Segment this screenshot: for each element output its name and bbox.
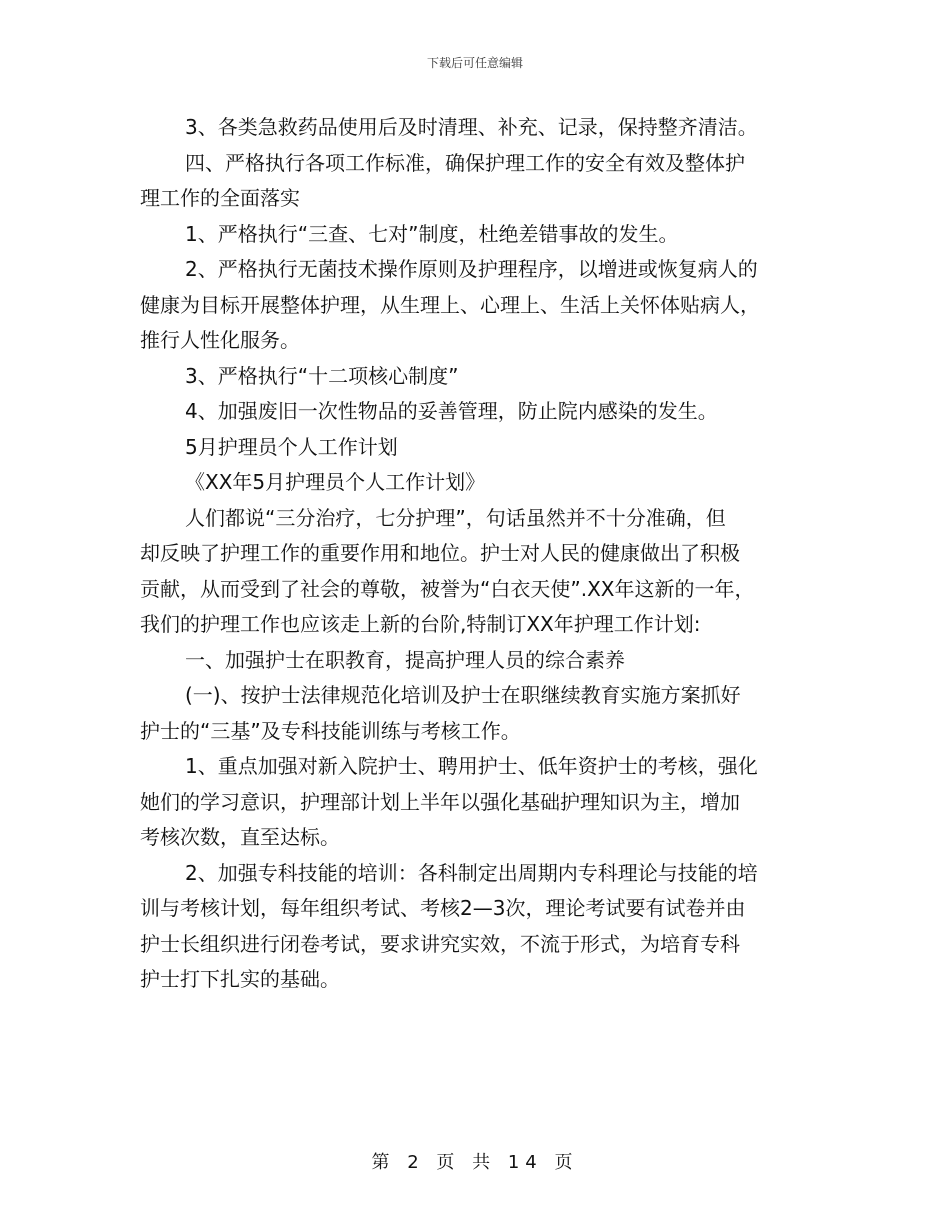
text-line: 护士的“三基”及专科技能训练与考核工作。 [140,718,521,743]
text-line: 考核次数，直至达标。 [140,825,340,849]
text-line: 2、严格执行无菌技术操作原则及护理程序，以增进或恢复病人的 [185,257,758,281]
text-line: 3、严格执行“十二项核心制度” [185,363,459,388]
text-line: 人们都说“三分治疗，七分护理”，句话虽然并不十分准确，但 [185,505,726,530]
text-line: 1、重点加强对新入院护士、聘用护士、低年资护士的考核，强化 [185,754,758,778]
text-line: 4、加强废旧一次性物品的妥善管理，防止院内感染的发生。 [185,399,718,423]
text-line: 贡献，从而受到了社会的尊敬，被誉为“白衣天使”.XX年这新的一年， [140,576,755,601]
document-body [140,110,820,998]
page-number: 第 2 页 共 14 页 [371,1152,579,1173]
text-line: 5月护理员个人工作计划 [185,434,398,459]
text-line: 1、严格执行“三查、七对”制度，杜绝差错事故的发生。 [185,221,679,246]
text-line: 2、加强专科技能的培训：各科制定出周期内专科理论与技能的培 [185,860,758,885]
text-line: 却反映了护理工作的重要作用和地位。护士对人民的健康做出了积极 [140,541,740,565]
page-header-note: 下载后可任意编辑 [426,56,523,70]
text-line: 推行人性化服务。 [140,328,300,352]
text-line: 护士长组织进行闭卷考试，要求讲究实效，不流于形式，为培育专科 [140,931,740,956]
text-line: 一、加强护士在职教育，提高护理人员的综合素养 [185,647,625,672]
text-line: 她们的学习意识，护理部计划上半年以强化基础护理知识为主，增加 [140,789,740,814]
text-line: 《XX年5月护理员个人工作计划》 [185,470,486,494]
text-line: 我们的护理工作也应该走上新的台阶,特制订XX年护理工作计划: [140,612,701,636]
text-line: 3、各类急救药品使用后及时清理、补充、记录，保持整齐清洁。 [185,115,758,139]
text-line: 四、严格执行各项工作标准，确保护理工作的安全有效及整体护 [185,150,745,175]
text-line: 护士打下扎实的基础。 [140,967,340,991]
text-line: 健康为目标开展整体护理，从生理上、心理上、生活上关怀体贴病人， [140,292,760,317]
text-line: 训与考核计划，每年组织考试、考核2—3次，理论考试要有试卷并由 [140,896,746,920]
text-line: 理工作的全面落实 [140,186,300,210]
text-line: (一)、按护士法律规范化培训及护士在职继续教育实施方案抓好 [185,683,741,707]
